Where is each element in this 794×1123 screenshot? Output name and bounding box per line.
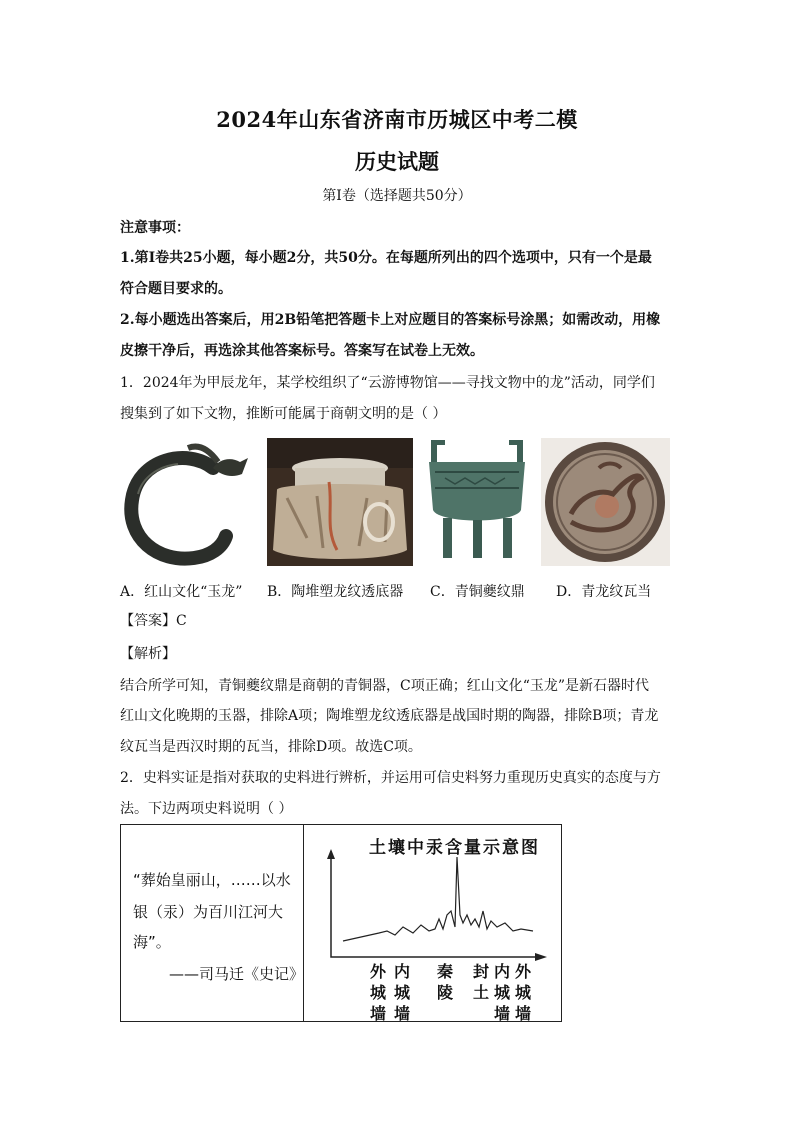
label-outer-wall-left: 外 城 墙 (369, 962, 386, 1023)
chart-title: 土壤中汞含量示意图 (369, 838, 540, 858)
quote-line-3: 海”。 (133, 933, 171, 951)
x-axis-arrow (535, 953, 547, 961)
quote-source: ——司马迁《史记》 (169, 965, 305, 983)
mercury-chart (321, 845, 557, 965)
q2-stem-line-2: 法。下边两项史料说明（ ） (120, 801, 293, 817)
quote-line-2: 银（汞）为百川江河大 (133, 903, 284, 921)
analysis-line-3: 纹瓦当是西汉时期的瓦当，排除D项。故选C项。 (120, 739, 422, 755)
analysis-line-2: 红山文化晚期的玉器，排除A项；陶堆塑龙纹透底器是战国时期的陶器，排除B项；青龙 (120, 708, 659, 724)
option-c: C．青铜夔纹鼎 (430, 584, 525, 600)
analysis-heading: 【解析】 (120, 646, 176, 662)
option-d: D．青龙纹瓦当 (556, 584, 652, 600)
option-a: A．红山文化“玉龙” (120, 584, 243, 600)
label-qin-tomb: 秦 陵 (436, 962, 453, 1002)
y-axis-arrow (327, 849, 335, 859)
exam-subtitle: 历史试题 (355, 149, 439, 174)
green-dragon-tile-image (541, 438, 670, 566)
option-b: B．陶堆塑龙纹透底器 (267, 584, 404, 600)
note-2-line-1: 2.每小题选出答案后，用2B铅笔把答题卡上对应题目的答案标号涂黑；如需改动，用橡 (120, 312, 661, 328)
note-1-line-2: 符合题目要求的。 (120, 281, 232, 297)
note-2-line-2: 皮擦干净后，再选涂其他答案标号。答案写在试卷上无效。 (120, 343, 484, 359)
section-heading: 第Ⅰ卷（选择题共50分） (322, 188, 472, 204)
q2-stem-line-1: 2．史料实证是指对获取的史料进行辨析，并运用可信史料努力重现历史真实的态度与方 (120, 770, 661, 786)
source-table (120, 824, 562, 1022)
mercury-curve (343, 857, 533, 941)
exam-title: 2024年山东省济南市历城区中考二模 (216, 107, 578, 132)
label-mound: 封 土 (472, 962, 489, 1002)
q1-answer: 【答案】C (120, 613, 187, 629)
label-inner-wall-left: 内 城 墙 (393, 962, 410, 1023)
label-outer-wall-right: 外 城 墙 (514, 962, 531, 1023)
analysis-line-1: 结合所学可知，青铜夔纹鼎是商朝的青铜器，C项正确；红山文化“玉龙”是新石器时代 (120, 678, 650, 694)
pottery-vessel-image (267, 438, 413, 566)
table-divider (303, 825, 304, 1021)
quote-line-1: “葬始皇丽山，……以水 (133, 871, 291, 889)
chart-axes (331, 851, 543, 957)
q1-stem-line-2: 搜集到了如下文物，推断可能属于商朝文明的是（ ） (120, 406, 447, 422)
q1-stem-line-1: 1．2024年为甲辰龙年，某学校组织了“云游博物馆——寻找文物中的龙”活动，同学们 (120, 375, 655, 391)
bronze-ding-image (425, 438, 529, 566)
notes-heading: 注意事项： (120, 220, 190, 236)
jade-dragon-image (118, 438, 254, 566)
label-inner-wall-right: 内 城 墙 (493, 962, 510, 1023)
note-1-line-1: 1.第Ⅰ卷共25小题，每小题2分，共50分。在每题所列出的四个选项中，只有一个是最 (120, 250, 652, 266)
